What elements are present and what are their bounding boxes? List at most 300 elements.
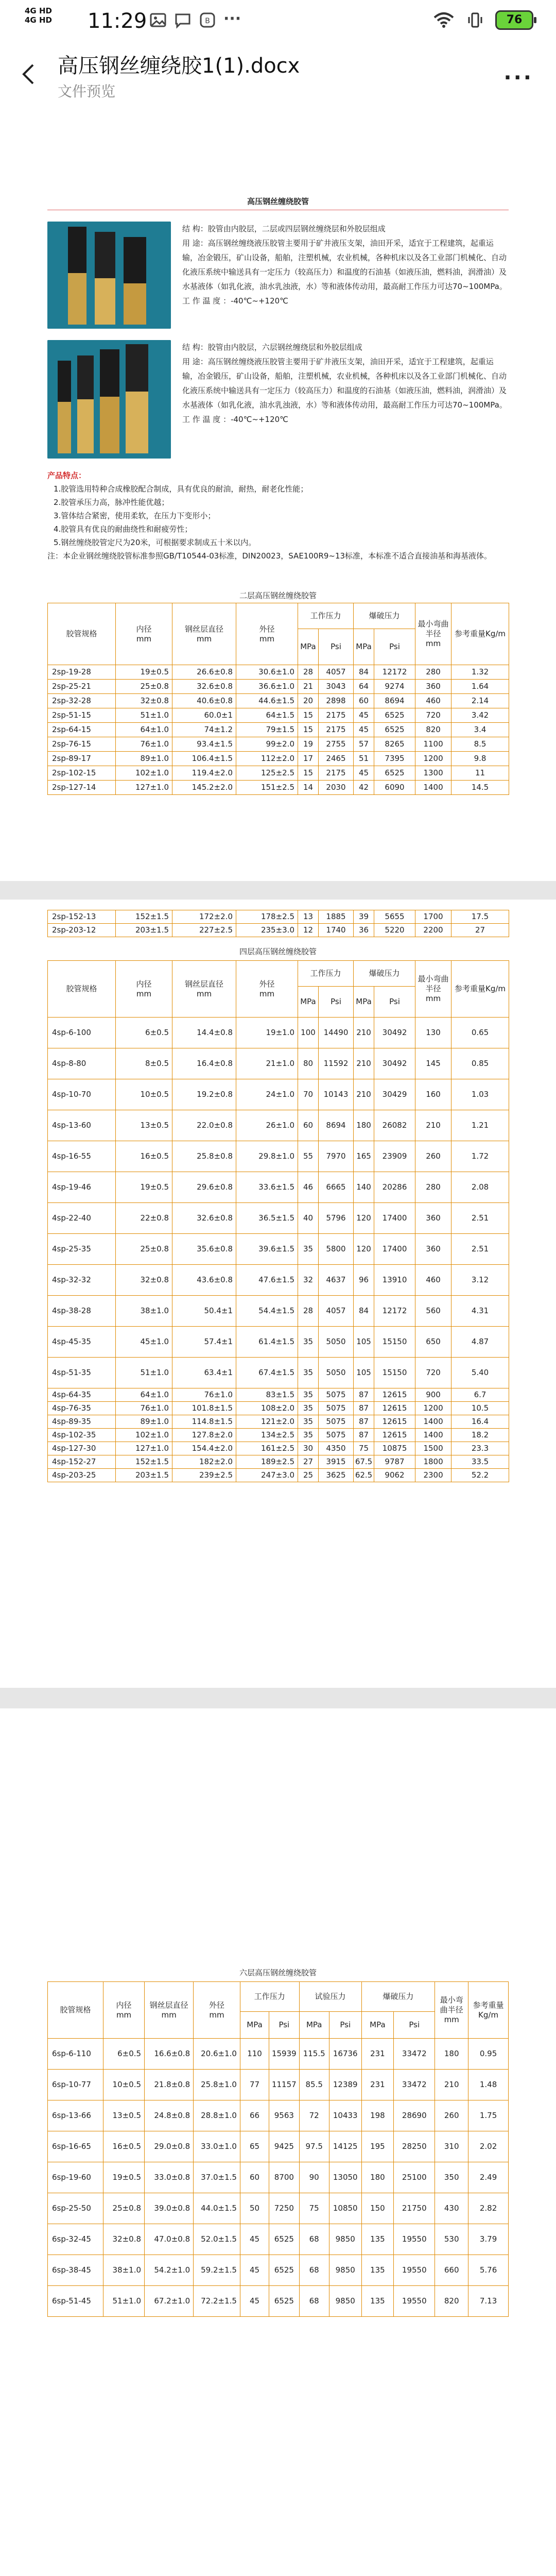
cell-model: 4sp-13-60 xyxy=(48,1110,116,1141)
table-cell: 210 xyxy=(415,1110,451,1141)
bend-label: 最小弯曲半径 xyxy=(418,974,449,993)
table-cell: 51±1.0 xyxy=(116,708,172,723)
product-1-structure: 结 构：胶管由内胶层，二层或四层钢丝缠绕层和外胶层组成 xyxy=(182,224,386,233)
table-cell: 135 xyxy=(361,2255,394,2286)
product-1-usage: 用 途：高压钢丝缠绕液压胶管主要用于矿井液压支架，油田开采，适宜于工程建筑，起重运输，冶金锻压，矿山设备，船舶，注塑机械，农业机械，各种机床以及各工业部门机械化、自动化液压系统中输送具有一定压力（较高压力）和温度的石油基（如液压油，燃料油，润滑油）及水基液体（如乳化液，油水乳浊液，水）等和液体传动用，最高耐工作压力可达70~100MPa。 xyxy=(182,239,507,291)
table-cell: 2465 xyxy=(319,752,354,766)
table-cell: 21.8±0.8 xyxy=(145,2070,194,2100)
table-row xyxy=(48,694,509,708)
spec-table-4sp xyxy=(47,960,509,1482)
table-cell: 178±2.5 xyxy=(236,910,298,924)
table-cell: 24±1.0 xyxy=(236,1079,298,1110)
table-cell: 310 xyxy=(435,2131,468,2162)
table-cell: 10433 xyxy=(329,2100,361,2131)
wifi-icon xyxy=(432,11,455,29)
table-cell: 77 xyxy=(240,2070,269,2100)
table-cell: 16±0.5 xyxy=(103,2131,145,2162)
table-cell: 6525 xyxy=(269,2224,299,2255)
bend-label: 最小弯曲半径 xyxy=(418,619,449,638)
col-header-weight: 参考重量Kg/m xyxy=(468,1982,509,2039)
table-cell: 55 xyxy=(298,1141,319,1172)
table-cell: 5.76 xyxy=(468,2255,509,2286)
table-cell: 5050 xyxy=(319,1327,354,1358)
table-cell: 24.8±0.8 xyxy=(145,2100,194,2131)
table-cell: 35 xyxy=(298,1429,319,1442)
table-cell: 235±3.0 xyxy=(236,924,298,937)
table-cell: 42 xyxy=(354,781,374,795)
table-cell: 10143 xyxy=(319,1079,354,1110)
cell-model: 6sp-19-60 xyxy=(48,2162,103,2193)
wire-unit: mm xyxy=(196,634,212,643)
table-cell: 36.6±1.0 xyxy=(236,680,298,694)
table-cell: 16.4 xyxy=(451,1415,509,1429)
table-cell: 59.2±1.5 xyxy=(194,2255,240,2286)
table-row xyxy=(48,708,509,723)
table-cell: 75 xyxy=(354,1442,374,1455)
table-cell: 18.2 xyxy=(451,1429,509,1442)
col-header-wire xyxy=(145,1982,194,2039)
table-cell: 3.4 xyxy=(451,723,509,737)
table-cell: 12615 xyxy=(374,1429,415,1442)
table-cell: 12615 xyxy=(374,1388,415,1402)
col-header-wire xyxy=(172,961,236,1018)
cell-model: 6sp-38-45 xyxy=(48,2255,103,2286)
table-cell: 26.6±0.8 xyxy=(172,665,236,680)
cell-model: 2sp-203-12 xyxy=(48,924,116,937)
table-cell: 115.5 xyxy=(299,2039,329,2070)
cell-model: 6sp-16-65 xyxy=(48,2131,103,2162)
table-cell: 8700 xyxy=(269,2162,299,2193)
table-cell: 16736 xyxy=(329,2039,361,2070)
table-cell: 9850 xyxy=(329,2224,361,2255)
table-cell: 4057 xyxy=(319,1296,354,1327)
feature-item: 2.胶管承压力高，脉冲性能优越； xyxy=(54,498,169,507)
table-cell: 3625 xyxy=(319,1469,354,1482)
table-cell: 121±2.0 xyxy=(236,1415,298,1429)
standard-note: 注：本企业钢丝缠绕胶管标准参照GB/T10544-03标准，DIN20023，SAE100R9~13标准，本标准不适合直接油基和海基液体。 xyxy=(47,551,492,561)
table-cell: 33.5 xyxy=(451,1455,509,1469)
table-cell: 87 xyxy=(354,1402,374,1415)
cell-model: 2sp-25-21 xyxy=(48,680,116,694)
col-header-burst-psi: Psi xyxy=(374,629,415,665)
col-header-burst-pressure: 爆破压力 xyxy=(361,1982,435,2012)
table-row xyxy=(48,781,509,795)
table-cell: 30492 xyxy=(374,1018,415,1048)
table-cell: 45 xyxy=(354,766,374,781)
table-cell: 20286 xyxy=(374,1172,415,1203)
table-cell: 280 xyxy=(415,665,451,680)
table-cell: 10850 xyxy=(329,2193,361,2224)
table-cell: 61.4±1.5 xyxy=(236,1327,298,1358)
outer-label: 外径 xyxy=(209,2000,225,2010)
table-cell: 1200 xyxy=(415,752,451,766)
table-cell: 14 xyxy=(298,781,319,795)
table-cell: 93.4±1.5 xyxy=(172,737,236,752)
cell-model: 4sp-38-28 xyxy=(48,1296,116,1327)
table-row xyxy=(48,2039,509,2070)
table-cell: 14125 xyxy=(329,2131,361,2162)
table-cell: 1200 xyxy=(415,1402,451,1415)
table-cell: 12 xyxy=(298,924,319,937)
table-cell: 32 xyxy=(298,1265,319,1296)
table-row xyxy=(48,1110,509,1141)
table-cell: 152±1.5 xyxy=(116,910,172,924)
table-row xyxy=(48,2286,509,2317)
product-2-temperature: 工 作 温 度 ：-40℃~+120℃ xyxy=(182,415,289,424)
inner-unit: mm xyxy=(116,2010,132,2020)
table-cell: 820 xyxy=(415,723,451,737)
table-cell: 21±1.0 xyxy=(236,1048,298,1079)
table-cell: 2.02 xyxy=(468,2131,509,2162)
app-header xyxy=(0,45,556,113)
table-cell: 15939 xyxy=(269,2039,299,2070)
wire-label: 钢丝层直径 xyxy=(149,2000,188,2010)
table-cell: 210 xyxy=(354,1018,374,1048)
table-cell: 105 xyxy=(354,1358,374,1388)
table-cell: 90 xyxy=(299,2162,329,2193)
table-cell: 83±1.5 xyxy=(236,1388,298,1402)
table-cell: 67.5 xyxy=(354,1455,374,1469)
cell-model: 4sp-25-35 xyxy=(48,1234,116,1265)
col-header-work-pressure: 工作压力 xyxy=(240,1982,299,2012)
table-cell: 152±1.5 xyxy=(116,1455,172,1469)
table-caption: 四层高压钢丝缠绕胶管 xyxy=(239,947,317,956)
table-cell: 6525 xyxy=(269,2255,299,2286)
spec-table-6sp xyxy=(47,1981,509,2317)
table-cell: 106.4±1.5 xyxy=(172,752,236,766)
col-header-bend xyxy=(415,603,451,665)
table-cell: 54.2±1.0 xyxy=(145,2255,194,2286)
bend-label: 最小弯曲半径 xyxy=(440,1995,463,2014)
table-cell: 195 xyxy=(361,2131,394,2162)
table-cell: 28690 xyxy=(394,2100,435,2131)
table-cell: 62.5 xyxy=(354,1469,374,1482)
table-cell: 13050 xyxy=(329,2162,361,2193)
table-cell: 135 xyxy=(361,2224,394,2255)
table-cell: 9274 xyxy=(374,680,415,694)
col-header-burst-mpa: MPa xyxy=(354,987,374,1018)
table-row xyxy=(48,2162,509,2193)
table-cell: 9850 xyxy=(329,2255,361,2286)
table-row xyxy=(48,766,509,781)
table-cell: 1.72 xyxy=(451,1141,509,1172)
hose-photo-1 xyxy=(47,222,171,329)
table-cell: 36.5±1.5 xyxy=(236,1203,298,1234)
cell-model: 4sp-6-100 xyxy=(48,1018,116,1048)
table-cell: 32±0.8 xyxy=(103,2224,145,2255)
wire-label: 钢丝层直径 xyxy=(184,979,223,989)
features-heading: 产品特点： xyxy=(47,471,86,480)
table-cell: 5075 xyxy=(319,1388,354,1402)
table-cell: 2175 xyxy=(319,723,354,737)
table-cell: 189±2.5 xyxy=(236,1455,298,1469)
table-cell: 30 xyxy=(298,1442,319,1455)
table-cell: 21750 xyxy=(394,2193,435,2224)
col-header-test-pressure: 试验压力 xyxy=(299,1982,361,2012)
table-cell: 10875 xyxy=(374,1442,415,1455)
table-cell: 160 xyxy=(415,1079,451,1110)
table-cell: 45 xyxy=(354,723,374,737)
table-cell: 182±2.0 xyxy=(172,1455,236,1469)
table-cell: 84 xyxy=(354,1296,374,1327)
table-cell: 1885 xyxy=(319,910,354,924)
table-cell: 33.0±0.8 xyxy=(145,2162,194,2193)
table-cell: 60.0±1 xyxy=(172,708,236,723)
table-cell: 29.8±1.0 xyxy=(236,1141,298,1172)
table-cell: 3.12 xyxy=(451,1265,509,1296)
table-cell: 23909 xyxy=(374,1141,415,1172)
table-cell: 30.6±1.0 xyxy=(236,665,298,680)
table-cell: 203±1.5 xyxy=(116,1469,172,1482)
col-header-model: 胶管规格 xyxy=(48,603,116,665)
inner-unit: mm xyxy=(136,989,152,998)
col-header-work-mpa: MPa xyxy=(298,629,319,665)
cell-model: 2sp-102-15 xyxy=(48,766,116,781)
table-cell: 7395 xyxy=(374,752,415,766)
table-cell: 64 xyxy=(354,680,374,694)
more-notifications-icon: ··· xyxy=(223,10,241,28)
table-cell: 14.5 xyxy=(451,781,509,795)
cell-model: 4sp-22-40 xyxy=(48,1203,116,1234)
table-cell: 210 xyxy=(435,2070,468,2100)
table-cell: 0.95 xyxy=(468,2039,509,2070)
cell-model: 2sp-51-15 xyxy=(48,708,116,723)
feature-item: 5.钢丝缠绕胶管定尺为20米，可根据要求制成五十米以内。 xyxy=(54,538,256,547)
wire-unit: mm xyxy=(161,2010,177,2020)
table-cell: 101.8±1.5 xyxy=(172,1402,236,1415)
status-time: 11:29 xyxy=(88,9,147,33)
signal-2: 4G HD xyxy=(25,15,52,25)
table-cell: 0.85 xyxy=(451,1048,509,1079)
table-cell: 13±0.5 xyxy=(103,2100,145,2131)
table-cell: 6525 xyxy=(374,723,415,737)
table-cell: 25±0.8 xyxy=(116,1234,172,1265)
table-cell: 2175 xyxy=(319,766,354,781)
table-cell: 7250 xyxy=(269,2193,299,2224)
table-cell: 120 xyxy=(354,1203,374,1234)
table-cell: 9062 xyxy=(374,1469,415,1482)
table-row xyxy=(48,2131,509,2162)
table-cell: 5800 xyxy=(319,1234,354,1265)
cell-model: 4sp-127-30 xyxy=(48,1442,116,1455)
table-cell: 110 xyxy=(240,2039,269,2070)
table-cell: 820 xyxy=(435,2286,468,2317)
table-body-2sp-continued xyxy=(48,910,509,937)
table-cell: 11592 xyxy=(319,1048,354,1079)
table-caption: 二层高压钢丝缠绕胶管 xyxy=(239,591,317,600)
document-subtitle: 文件预览 xyxy=(58,83,116,100)
table-cell: 39.0±0.8 xyxy=(145,2193,194,2224)
table-cell: 19 xyxy=(298,737,319,752)
table-cell: 5796 xyxy=(319,1203,354,1234)
table-cell: 1.32 xyxy=(451,665,509,680)
table-cell: 4350 xyxy=(319,1442,354,1455)
table-cell: 30429 xyxy=(374,1079,415,1110)
col-header-test-psi: Psi xyxy=(329,2012,361,2039)
table-cell: 4.31 xyxy=(451,1296,509,1327)
table-cell: 6090 xyxy=(374,781,415,795)
col-header-work-mpa: MPa xyxy=(240,2012,269,2039)
status-bar xyxy=(0,0,556,45)
table-cell: 112±2.0 xyxy=(236,752,298,766)
table-cell: 54.4±1.5 xyxy=(236,1296,298,1327)
table-cell: 227±2.5 xyxy=(172,924,236,937)
table-cell: 19±0.5 xyxy=(116,1172,172,1203)
table-cell: 13 xyxy=(298,910,319,924)
table-cell: 120 xyxy=(354,1234,374,1265)
table-cell: 96 xyxy=(354,1265,374,1296)
table-cell: 4057 xyxy=(319,665,354,680)
table-cell: 22.0±0.8 xyxy=(172,1110,236,1141)
message-icon xyxy=(174,11,192,29)
table-cell: 25100 xyxy=(394,2162,435,2193)
table-cell: 15 xyxy=(298,766,319,781)
table-cell: 210 xyxy=(354,1079,374,1110)
table-row xyxy=(48,2224,509,2255)
table-cell: 35 xyxy=(298,1402,319,1415)
table-cell: 1.48 xyxy=(468,2070,509,2100)
table-cell: 2.49 xyxy=(468,2162,509,2193)
table-cell: 13910 xyxy=(374,1265,415,1296)
table-cell: 2755 xyxy=(319,737,354,752)
table-cell: 2030 xyxy=(319,781,354,795)
inner-unit: mm xyxy=(136,634,152,643)
table-row xyxy=(48,1172,509,1203)
table-cell: 33.6±1.5 xyxy=(236,1172,298,1203)
table-cell: 38±1.0 xyxy=(116,1296,172,1327)
table-cell: 32±0.8 xyxy=(116,694,172,708)
table-cell: 6665 xyxy=(319,1172,354,1203)
document-page-3 xyxy=(0,1708,556,2576)
table-cell: 47.6±1.5 xyxy=(236,1265,298,1296)
more-dots-icon[interactable]: ··· xyxy=(503,66,533,90)
col-header-outer xyxy=(236,961,298,1018)
table-cell: 102±1.0 xyxy=(116,766,172,781)
col-header-burst-mpa: MPa xyxy=(361,2012,394,2039)
table-cell: 51±1.0 xyxy=(103,2286,145,2317)
table-cell: 2.08 xyxy=(451,1172,509,1203)
table-row xyxy=(48,1018,509,1048)
table-cell: 16.6±0.8 xyxy=(145,2039,194,2070)
table-row xyxy=(48,1469,509,1482)
table-cell: 26±1.0 xyxy=(236,1110,298,1141)
table-cell: 172±2.0 xyxy=(172,910,236,924)
outer-label: 外径 xyxy=(259,624,275,634)
document-title: 高压钢丝缠绕胶1(1).docx xyxy=(58,54,300,78)
table-cell: 4637 xyxy=(319,1265,354,1296)
feature-item: 1.胶管选用特种合成橡胶配合制成，具有优良的耐油，耐热，耐老化性能； xyxy=(54,484,308,494)
table-cell: 108±2.0 xyxy=(236,1402,298,1415)
table-cell: 45 xyxy=(354,708,374,723)
product-2-usage: 用 途：高压钢丝缠绕液压胶管主要用于矿井液压支架，油田开采，适宜于工程建筑，起重运输，冶金锻压，矿山设备，船舶，注塑机械，农业机械，各种机床以及各工业部门机械化、自动化液压系统中输送具有一定压力（较高压力）和温度的石油基（如液压油，燃料油，润滑油）及水基液体（如乳化液，油水乳浊液，水）等和液体传动用，最高耐工作压力可达70~100MPa。 xyxy=(182,357,507,410)
table-cell: 10.5 xyxy=(451,1402,509,1415)
col-header-work-pressure: 工作压力 xyxy=(298,603,354,629)
table-cell: 6±0.5 xyxy=(116,1018,172,1048)
table-cell: 2.51 xyxy=(451,1203,509,1234)
chevron-left-icon[interactable] xyxy=(18,63,40,86)
table-row xyxy=(48,1079,509,1110)
table-cell: 105 xyxy=(354,1327,374,1358)
table-cell: 60 xyxy=(354,694,374,708)
table-cell: 15 xyxy=(298,708,319,723)
table-cell: 85.5 xyxy=(299,2070,329,2100)
table-cell: 44.6±1.5 xyxy=(236,694,298,708)
table-cell: 25.8±1.0 xyxy=(194,2070,240,2100)
table-row xyxy=(48,1141,509,1172)
col-header-inner xyxy=(103,1982,145,2039)
table-row xyxy=(48,680,509,694)
table-row xyxy=(48,1415,509,1429)
table-cell: 135 xyxy=(361,2286,394,2317)
table-cell: 89±1.0 xyxy=(116,1415,172,1429)
table-row xyxy=(48,1265,509,1296)
table-row xyxy=(48,737,509,752)
table-cell: 16±0.5 xyxy=(116,1141,172,1172)
table-cell: 12615 xyxy=(374,1402,415,1415)
product-1-temperature: 工 作 温 度 ：-40℃~+120℃ xyxy=(182,296,289,306)
table-cell: 97.5 xyxy=(299,2131,329,2162)
product-2-structure: 结 构：胶管由内胶层，六层钢丝缠绕层和外胶层组成 xyxy=(182,343,362,352)
table-cell: 87 xyxy=(354,1415,374,1429)
table-cell: 28 xyxy=(298,1296,319,1327)
table-cell: 3.42 xyxy=(451,708,509,723)
table-cell: 260 xyxy=(415,1141,451,1172)
table-cell: 64±1.0 xyxy=(116,723,172,737)
cell-model: 4sp-152-27 xyxy=(48,1455,116,1469)
cell-model: 2sp-64-15 xyxy=(48,723,116,737)
table-cell: 1700 xyxy=(415,910,451,924)
outer-unit: mm xyxy=(209,2010,224,2020)
cell-model: 4sp-8-80 xyxy=(48,1048,116,1079)
table-cell: 20.6±1.0 xyxy=(194,2039,240,2070)
document-page-2 xyxy=(0,900,556,1688)
battery-icon: 76 xyxy=(495,10,533,30)
table-cell: 45±1.0 xyxy=(116,1327,172,1358)
table-cell: 21 xyxy=(298,680,319,694)
table-cell: 1.21 xyxy=(451,1110,509,1141)
table-cell: 68 xyxy=(299,2224,329,2255)
table-cell: 1400 xyxy=(415,1429,451,1442)
table-cell: 29.6±0.8 xyxy=(172,1172,236,1203)
table-cell: 165 xyxy=(354,1141,374,1172)
table-cell: 1.03 xyxy=(451,1079,509,1110)
table-cell: 114.8±1.5 xyxy=(172,1415,236,1429)
table-cell: 60 xyxy=(240,2162,269,2193)
table-cell: 29.0±0.8 xyxy=(145,2131,194,2162)
table-cell: 19±0.5 xyxy=(116,665,172,680)
table-cell: 12389 xyxy=(329,2070,361,2100)
table-cell: 8694 xyxy=(374,694,415,708)
table-cell: 5075 xyxy=(319,1415,354,1429)
cell-model: 2sp-19-28 xyxy=(48,665,116,680)
table-cell: 650 xyxy=(415,1327,451,1358)
vibrate-icon xyxy=(466,11,484,29)
table-row xyxy=(48,752,509,766)
svg-text:B: B xyxy=(205,17,210,25)
table-cell: 161±2.5 xyxy=(236,1442,298,1455)
table-cell: 13±0.5 xyxy=(116,1110,172,1141)
table-row xyxy=(48,1327,509,1358)
table-cell: 1740 xyxy=(319,924,354,937)
table-cell: 37.0±1.5 xyxy=(194,2162,240,2193)
col-header-wire xyxy=(172,603,236,665)
table-cell: 460 xyxy=(415,1265,451,1296)
table-cell: 89±1.0 xyxy=(116,752,172,766)
table-cell: 150 xyxy=(361,2193,394,2224)
table-cell: 102±1.0 xyxy=(116,1429,172,1442)
table-cell: 5050 xyxy=(319,1358,354,1388)
table-cell: 127±1.0 xyxy=(116,1442,172,1455)
